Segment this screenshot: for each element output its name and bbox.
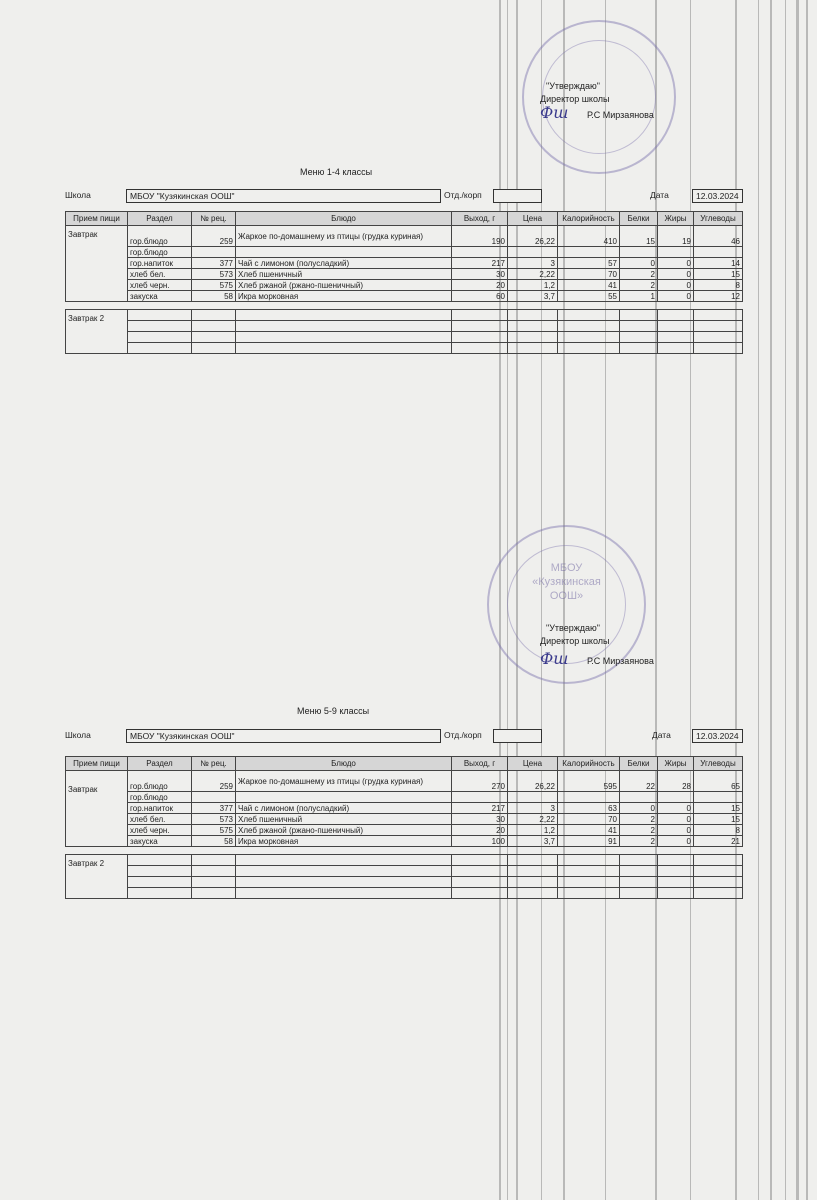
output-cell	[452, 247, 508, 258]
signature: Фш	[540, 649, 569, 668]
empty-cell	[620, 343, 658, 354]
column-header: Белки	[620, 212, 658, 226]
fat-cell: 0	[658, 258, 694, 269]
empty-cell	[694, 332, 743, 343]
output-cell: 60	[452, 291, 508, 302]
table-row	[66, 866, 743, 877]
empty-cell	[558, 855, 620, 866]
stamp-text: МБОУ «Кузякинская ООШ»	[532, 562, 601, 602]
dish-cell: Жаркое по-домашнему из птицы (грудка куриная)	[236, 771, 452, 792]
table-row	[66, 836, 743, 847]
empty-cell	[508, 855, 558, 866]
output-cell: 20	[452, 825, 508, 836]
carb-cell	[694, 247, 743, 258]
empty-cell	[694, 877, 743, 888]
price-cell: 26,22	[508, 226, 558, 247]
protein-cell: 2	[620, 269, 658, 280]
date-value: 12.03.2024	[692, 729, 743, 743]
dish-cell: Хлеб пшеничный	[236, 814, 452, 825]
page-title: Меню 1-4 классы	[300, 167, 373, 177]
recipe-cell	[192, 247, 236, 258]
empty-cell	[620, 888, 658, 899]
output-cell: 217	[452, 803, 508, 814]
recipe-cell: 575	[192, 280, 236, 291]
empty-cell	[128, 310, 192, 321]
section-cell: хлеб бел.	[128, 269, 192, 280]
recipe-cell: 259	[192, 771, 236, 792]
carb-cell: 8	[694, 825, 743, 836]
price-cell: 3	[508, 803, 558, 814]
carb-cell: 65	[694, 771, 743, 792]
kcal-cell: 91	[558, 836, 620, 847]
protein-cell: 2	[620, 836, 658, 847]
column-header: Углеводы	[694, 757, 743, 771]
dish-cell: Чай с лимоном (полусладкий)	[236, 258, 452, 269]
kcal-cell: 57	[558, 258, 620, 269]
empty-cell	[128, 343, 192, 354]
empty-cell	[236, 866, 452, 877]
recipe-cell: 573	[192, 269, 236, 280]
dept-label: Отд./корп	[444, 730, 482, 740]
kcal-cell: 63	[558, 803, 620, 814]
date-label: Дата	[650, 190, 669, 200]
output-cell: 20	[452, 280, 508, 291]
output-cell: 190	[452, 226, 508, 247]
section-cell: гор.блюдо	[128, 226, 192, 247]
empty-cell	[236, 332, 452, 343]
empty-cell	[508, 332, 558, 343]
protein-cell: 0	[620, 803, 658, 814]
empty-cell	[128, 321, 192, 332]
fat-cell	[658, 792, 694, 803]
dish-cell	[236, 792, 452, 803]
kcal-cell: 55	[558, 291, 620, 302]
output-cell	[452, 792, 508, 803]
protein-cell: 2	[620, 825, 658, 836]
kcal-cell	[558, 247, 620, 258]
table-row	[66, 226, 743, 247]
empty-cell	[236, 855, 452, 866]
protein-cell: 0	[620, 258, 658, 269]
table-row	[66, 269, 743, 280]
column-header: Углеводы	[694, 212, 743, 226]
empty-cell	[658, 888, 694, 899]
fat-cell: 19	[658, 226, 694, 247]
spacer-row	[66, 302, 743, 310]
table-row	[66, 771, 743, 792]
approval-line2: Директор школы	[540, 636, 610, 646]
empty-cell	[558, 321, 620, 332]
meal-label: Завтрак	[66, 226, 128, 302]
dish-cell: Чай с лимоном (полусладкий)	[236, 803, 452, 814]
protein-cell: 22	[620, 771, 658, 792]
copy-streak	[770, 0, 772, 1200]
empty-cell	[236, 321, 452, 332]
empty-cell	[128, 332, 192, 343]
section-cell: гор.блюдо	[128, 771, 192, 792]
empty-cell	[128, 888, 192, 899]
recipe-cell: 575	[192, 825, 236, 836]
column-header: Белки	[620, 757, 658, 771]
empty-cell	[128, 877, 192, 888]
school-header	[65, 189, 742, 203]
recipe-cell: 58	[192, 291, 236, 302]
kcal-cell: 595	[558, 771, 620, 792]
empty-cell	[658, 855, 694, 866]
dish-cell: Хлеб ржаной (ржано-пшеничный)	[236, 280, 452, 291]
dept-value	[493, 729, 542, 743]
column-header: Калорийность	[558, 212, 620, 226]
fat-cell: 28	[658, 771, 694, 792]
kcal-cell	[558, 792, 620, 803]
table-row	[66, 855, 743, 866]
empty-cell	[508, 888, 558, 899]
carb-cell: 14	[694, 258, 743, 269]
carb-cell: 12	[694, 291, 743, 302]
empty-cell	[508, 321, 558, 332]
output-cell: 100	[452, 836, 508, 847]
empty-cell	[452, 877, 508, 888]
fat-cell: 0	[658, 269, 694, 280]
table-header-row	[66, 212, 743, 226]
empty-cell	[620, 332, 658, 343]
kcal-cell: 41	[558, 280, 620, 291]
kcal-cell: 41	[558, 825, 620, 836]
column-header: № рец.	[192, 212, 236, 226]
approval-signature-row	[540, 649, 670, 668]
price-cell: 1,2	[508, 825, 558, 836]
empty-cell	[694, 855, 743, 866]
table-row	[66, 332, 743, 343]
table-row	[66, 877, 743, 888]
carb-cell	[694, 792, 743, 803]
carb-cell: 15	[694, 803, 743, 814]
recipe-cell: 259	[192, 226, 236, 247]
recipe-cell	[192, 792, 236, 803]
protein-cell	[620, 247, 658, 258]
date-label: Дата	[652, 730, 671, 740]
empty-cell	[452, 310, 508, 321]
recipe-cell: 58	[192, 836, 236, 847]
approval-line1: "Утверждаю"	[546, 81, 600, 91]
empty-cell	[128, 866, 192, 877]
carb-cell: 15	[694, 814, 743, 825]
empty-cell	[236, 888, 452, 899]
price-cell: 3,7	[508, 836, 558, 847]
price-cell: 2,22	[508, 814, 558, 825]
empty-cell	[192, 888, 236, 899]
carb-cell: 21	[694, 836, 743, 847]
column-header: Прием пищи	[66, 212, 128, 226]
column-header: Выход, г	[452, 757, 508, 771]
copy-streak	[806, 0, 808, 1200]
column-header: Жиры	[658, 757, 694, 771]
dish-cell: Икра морковная	[236, 836, 452, 847]
school-value: МБОУ "Кузякинская ООШ"	[126, 729, 441, 743]
empty-cell	[620, 855, 658, 866]
menu-table	[65, 756, 743, 899]
dish-cell: Икра морковная	[236, 291, 452, 302]
empty-cell	[620, 866, 658, 877]
empty-cell	[694, 343, 743, 354]
copy-streak	[690, 0, 691, 1200]
recipe-cell: 377	[192, 258, 236, 269]
spacer-cell	[66, 847, 743, 855]
table-row	[66, 343, 743, 354]
protein-cell: 15	[620, 226, 658, 247]
school-header	[65, 729, 742, 743]
empty-cell	[452, 321, 508, 332]
approval-line1: "Утверждаю"	[546, 623, 600, 633]
protein-cell: 2	[620, 814, 658, 825]
empty-cell	[192, 310, 236, 321]
copy-streak	[655, 0, 657, 1200]
empty-cell	[658, 343, 694, 354]
column-header: Блюдо	[236, 757, 452, 771]
empty-cell	[558, 332, 620, 343]
empty-cell	[558, 888, 620, 899]
date-value: 12.03.2024	[692, 189, 743, 203]
section-cell: гор.блюдо	[128, 247, 192, 258]
spacer-cell	[66, 302, 743, 310]
empty-cell	[694, 321, 743, 332]
dish-cell: Жаркое по-домашнему из птицы (грудка куриная)	[236, 226, 452, 247]
empty-cell	[452, 855, 508, 866]
fat-cell: 0	[658, 280, 694, 291]
column-header: Цена	[508, 757, 558, 771]
empty-cell	[558, 877, 620, 888]
empty-cell	[558, 310, 620, 321]
table-header-row	[66, 757, 743, 771]
column-header: № рец.	[192, 757, 236, 771]
section-cell: закуска	[128, 836, 192, 847]
kcal-cell: 70	[558, 814, 620, 825]
recipe-cell: 573	[192, 814, 236, 825]
dept-value	[493, 189, 542, 203]
empty-cell	[236, 343, 452, 354]
recipe-cell: 377	[192, 803, 236, 814]
empty-cell	[236, 877, 452, 888]
empty-cell	[192, 321, 236, 332]
school-label: Школа	[65, 190, 91, 200]
table-row	[66, 803, 743, 814]
table-row	[66, 280, 743, 291]
empty-cell	[658, 332, 694, 343]
meal-label: Завтрак 2	[66, 855, 128, 899]
column-header: Выход, г	[452, 212, 508, 226]
dept-label: Отд./корп	[444, 190, 482, 200]
section-cell: хлеб бел.	[128, 814, 192, 825]
carb-cell: 15	[694, 269, 743, 280]
output-cell: 30	[452, 269, 508, 280]
fat-cell: 0	[658, 803, 694, 814]
approval-line2: Директор школы	[540, 94, 610, 104]
table-row	[66, 814, 743, 825]
section-cell: хлеб черн.	[128, 825, 192, 836]
dish-cell: Хлеб пшеничный	[236, 269, 452, 280]
table-row	[66, 291, 743, 302]
copy-streak	[735, 0, 737, 1200]
approval-block	[540, 622, 670, 668]
output-cell: 217	[452, 258, 508, 269]
table-row	[66, 258, 743, 269]
spacer-row	[66, 847, 743, 855]
empty-cell	[508, 866, 558, 877]
column-header: Калорийность	[558, 757, 620, 771]
price-cell: 3	[508, 258, 558, 269]
empty-cell	[192, 855, 236, 866]
meal-label: Завтрак	[66, 771, 128, 847]
empty-cell	[236, 310, 452, 321]
copy-streak	[758, 0, 759, 1200]
carb-cell: 46	[694, 226, 743, 247]
kcal-cell: 410	[558, 226, 620, 247]
empty-cell	[192, 866, 236, 877]
empty-cell	[694, 310, 743, 321]
copy-streak	[796, 0, 799, 1200]
empty-cell	[508, 877, 558, 888]
carb-cell: 8	[694, 280, 743, 291]
fat-cell: 0	[658, 836, 694, 847]
empty-cell	[452, 866, 508, 877]
section-cell: закуска	[128, 291, 192, 302]
price-cell: 1,2	[508, 280, 558, 291]
price-cell: 2,22	[508, 269, 558, 280]
price-cell	[508, 247, 558, 258]
table-row	[66, 310, 743, 321]
meal-label: Завтрак 2	[66, 310, 128, 354]
protein-cell	[620, 792, 658, 803]
section-cell: хлеб черн.	[128, 280, 192, 291]
empty-cell	[658, 866, 694, 877]
empty-cell	[620, 321, 658, 332]
empty-cell	[658, 877, 694, 888]
empty-cell	[558, 343, 620, 354]
empty-cell	[192, 332, 236, 343]
empty-cell	[694, 888, 743, 899]
empty-cell	[508, 310, 558, 321]
page-title: Меню 5-9 классы	[297, 706, 370, 716]
price-cell: 3,7	[508, 291, 558, 302]
price-cell: 26,22	[508, 771, 558, 792]
fat-cell: 0	[658, 825, 694, 836]
empty-cell	[192, 343, 236, 354]
fat-cell: 0	[658, 814, 694, 825]
table-row	[66, 321, 743, 332]
empty-cell	[694, 866, 743, 877]
empty-cell	[128, 855, 192, 866]
signature: Фш	[540, 103, 569, 122]
dish-cell	[236, 247, 452, 258]
school-label: Школа	[65, 730, 91, 740]
output-cell: 30	[452, 814, 508, 825]
price-cell	[508, 792, 558, 803]
director-name: Р.С Мирзаянова	[586, 110, 654, 120]
table-row	[66, 247, 743, 258]
protein-cell: 2	[620, 280, 658, 291]
empty-cell	[558, 866, 620, 877]
director-name: Р.С Мирзаянова	[586, 656, 654, 666]
column-header: Жиры	[658, 212, 694, 226]
empty-cell	[508, 343, 558, 354]
output-cell: 270	[452, 771, 508, 792]
empty-cell	[452, 343, 508, 354]
column-header: Блюдо	[236, 212, 452, 226]
protein-cell: 1	[620, 291, 658, 302]
section-cell: гор.напиток	[128, 258, 192, 269]
kcal-cell: 70	[558, 269, 620, 280]
empty-cell	[620, 877, 658, 888]
column-header: Раздел	[128, 212, 192, 226]
dish-cell: Хлеб ржаной (ржано-пшеничный)	[236, 825, 452, 836]
empty-cell	[452, 332, 508, 343]
empty-cell	[658, 310, 694, 321]
column-header: Прием пищи	[66, 757, 128, 771]
school-value: МБОУ "Кузякинская ООШ"	[126, 189, 441, 203]
section-cell: гор.блюдо	[128, 792, 192, 803]
column-header: Раздел	[128, 757, 192, 771]
approval-signature-row	[540, 103, 670, 122]
fat-cell	[658, 247, 694, 258]
approval-block	[540, 80, 670, 122]
menu-table	[65, 211, 743, 354]
empty-cell	[452, 888, 508, 899]
table-row	[66, 888, 743, 899]
table-row	[66, 792, 743, 803]
column-header: Цена	[508, 212, 558, 226]
fat-cell: 0	[658, 291, 694, 302]
section-cell: гор.напиток	[128, 803, 192, 814]
table-row	[66, 825, 743, 836]
empty-cell	[192, 877, 236, 888]
empty-cell	[658, 321, 694, 332]
copy-streak	[785, 0, 786, 1200]
empty-cell	[620, 310, 658, 321]
